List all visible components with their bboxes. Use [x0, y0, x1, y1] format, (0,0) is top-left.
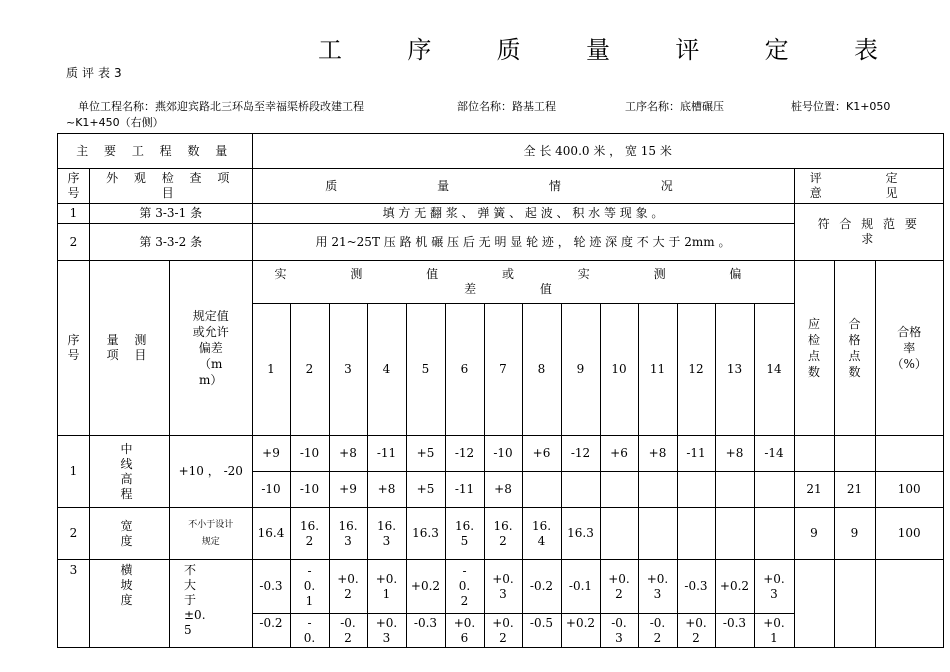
- visual-check-label: 外 观 检 查 项 目: [90, 169, 253, 204]
- measured-value: -14: [754, 436, 794, 472]
- measured-value: +0.2: [484, 614, 522, 648]
- title-char: 量: [585, 36, 610, 64]
- measured-value: 16.3: [561, 508, 600, 560]
- measured-value: [754, 472, 794, 508]
- measure-item: 横 坡 度: [90, 560, 170, 648]
- measured-value: +0.2: [561, 614, 600, 648]
- title-char: 序: [407, 36, 432, 64]
- measured-value: +0.3: [367, 614, 406, 648]
- measured-value: -10: [252, 472, 290, 508]
- measured-value: 16.5: [445, 508, 484, 560]
- title-char: 表: [853, 36, 878, 64]
- measure-row-2: [58, 508, 944, 560]
- measured-value: +0.2: [715, 560, 754, 614]
- measured-value: +8: [367, 472, 406, 508]
- col-number: 1: [252, 304, 290, 436]
- quality-table: [57, 133, 944, 648]
- visual-row: [58, 204, 944, 224]
- col-number: 8: [522, 304, 561, 436]
- measured-value: [677, 472, 715, 508]
- qualified-blank: [834, 436, 875, 472]
- measured-value: -11: [367, 436, 406, 472]
- measured-value: [600, 472, 638, 508]
- visual-item: 第 3-3-1 条: [90, 204, 253, 224]
- measured-value: +6: [600, 436, 638, 472]
- measured-value: -0.2: [252, 614, 290, 648]
- measured-value: -0.2: [638, 614, 677, 648]
- measure-item-label: 量 测 项 目: [90, 261, 170, 436]
- visual-desc: 填 方 无 翻 浆 、 弹 簧 、 起 波 、 积 水 等 现 象 。: [252, 204, 794, 224]
- measured-value: [561, 472, 600, 508]
- pass-rate: [875, 560, 943, 648]
- qualified-count: 9: [834, 508, 875, 560]
- measured-value: +9: [252, 436, 290, 472]
- measured-value: -0.3: [600, 614, 638, 648]
- measured-value: +0.2: [600, 560, 638, 614]
- qualified-points-label: 合格点数: [834, 261, 875, 436]
- visual-seq: 1: [58, 204, 90, 224]
- pass-rate-label: 合格率（%）: [875, 261, 943, 436]
- opinion-value: 符 合 规 范 要 求: [794, 204, 943, 261]
- measured-value: +5: [406, 472, 445, 508]
- seq-label: 序号: [58, 261, 90, 436]
- document-title: [318, 30, 878, 65]
- measured-value: 16.3: [367, 508, 406, 560]
- unit-project-name: 单位工程名称：燕郊迎宾路北三环岛至幸福渠桥段改建工程: [78, 100, 364, 113]
- visual-desc: 用 21~25T 压 路 机 碾 压 后 无 明 显 轮 迹 ， 轮 迹 深 度 不 大 于 2mm 。: [252, 224, 794, 261]
- station-position-cont: ~K1+450（右侧）: [66, 116, 164, 129]
- col-number: 10: [600, 304, 638, 436]
- measured-value: [638, 472, 677, 508]
- should-check-label: 应检点数: [794, 261, 834, 436]
- measured-value: -0.1: [561, 560, 600, 614]
- main-quantity-label: 主 要 工 程 数 量: [58, 134, 253, 169]
- should-check-blank: [794, 436, 834, 472]
- measure-seq: 1: [58, 436, 90, 508]
- measured-value: -10: [484, 436, 522, 472]
- measured-value: -11: [677, 436, 715, 472]
- measured-value: -12: [561, 436, 600, 472]
- tolerance-value: 不大于±0.5: [170, 560, 253, 648]
- qualified-count: 21: [834, 472, 875, 508]
- measured-value: [638, 508, 677, 560]
- measured-value: +8: [329, 436, 367, 472]
- measured-value: -12: [445, 436, 484, 472]
- opinion-label: 评 定 意 见: [794, 169, 943, 204]
- col-number: 12: [677, 304, 715, 436]
- part-name: 部位名称：路基工程: [457, 100, 556, 113]
- measure-row-1a: [58, 436, 944, 472]
- measured-value: [522, 472, 561, 508]
- measured-value: 16.2: [484, 508, 522, 560]
- measured-value: +0.2: [677, 614, 715, 648]
- measured-value: +0.3: [754, 560, 794, 614]
- measured-value: +0.1: [367, 560, 406, 614]
- measured-value: [715, 508, 754, 560]
- measured-label: 实 测 值 或 实 测 偏 差 值: [252, 261, 794, 304]
- measured-value: [715, 472, 754, 508]
- measured-value: [754, 508, 794, 560]
- col-number: 7: [484, 304, 522, 436]
- should-check-count: 21: [794, 472, 834, 508]
- pass-rate: 100: [875, 508, 943, 560]
- measured-value: +0.1: [754, 614, 794, 648]
- visual-seq: 2: [58, 224, 90, 261]
- col-number: 6: [445, 304, 484, 436]
- measured-value: +0.2: [329, 560, 367, 614]
- measure-seq: 2: [58, 508, 90, 560]
- measure-seq: 3: [58, 560, 90, 648]
- title-char: 定: [764, 36, 789, 64]
- measured-value: -10: [290, 472, 329, 508]
- quality-situation-label: 质 量 情 况: [252, 169, 794, 204]
- pass-rate: 100: [875, 472, 943, 508]
- col-number: 4: [367, 304, 406, 436]
- measured-value: -0.3: [715, 614, 754, 648]
- measure-header-row: [58, 261, 944, 304]
- measured-value: 16.3: [406, 508, 445, 560]
- form-number: 质评表3: [66, 66, 126, 80]
- col-number: 5: [406, 304, 445, 436]
- measured-value: +6: [522, 436, 561, 472]
- col-number: 11: [638, 304, 677, 436]
- measured-value: 16.4: [522, 508, 561, 560]
- title-char: 评: [675, 36, 700, 64]
- measured-value: -0.2: [522, 560, 561, 614]
- visual-header-row: [58, 169, 944, 204]
- measured-value: [677, 508, 715, 560]
- project-info: [66, 99, 891, 131]
- measured-value: -0.3: [252, 560, 290, 614]
- measured-value: +0.2: [406, 560, 445, 614]
- measure-item: 宽 度: [90, 508, 170, 560]
- measured-value: +8: [715, 436, 754, 472]
- measured-value: +0.6: [445, 614, 484, 648]
- qualified-count: [834, 560, 875, 648]
- measured-value: +0.3: [484, 560, 522, 614]
- tolerance-label: 规定值或允许偏差（mm）: [170, 261, 253, 436]
- measured-value: +5: [406, 436, 445, 472]
- measured-value: -0.: [290, 614, 329, 648]
- measured-value: -0.3: [406, 614, 445, 648]
- col-number: 3: [329, 304, 367, 436]
- measure-row-3a: [58, 560, 944, 614]
- title-char: 质: [496, 36, 521, 64]
- measured-value: 16.3: [329, 508, 367, 560]
- measured-value: -0.3: [677, 560, 715, 614]
- measured-value: +8: [484, 472, 522, 508]
- measured-value: +8: [638, 436, 677, 472]
- measured-value: -0.1: [290, 560, 329, 614]
- main-quantity-value: 全 长 400.0 米 ， 宽 15 米: [252, 134, 943, 169]
- measured-value: [600, 508, 638, 560]
- measured-value: -0.2: [445, 560, 484, 614]
- measured-value: +9: [329, 472, 367, 508]
- tolerance-value: +10 ， -20: [170, 436, 253, 508]
- measured-value: -10: [290, 436, 329, 472]
- col-number: 13: [715, 304, 754, 436]
- process-name: 工序名称：底槽碾压: [625, 100, 724, 113]
- col-number: 14: [754, 304, 794, 436]
- measured-value: -11: [445, 472, 484, 508]
- main-quantity-row: [58, 134, 944, 169]
- col-number: 2: [290, 304, 329, 436]
- measured-value: -0.5: [522, 614, 561, 648]
- should-check-count: 9: [794, 508, 834, 560]
- measured-value: 16.4: [252, 508, 290, 560]
- col-number: 9: [561, 304, 600, 436]
- tolerance-value: 不小于设计规定: [170, 508, 253, 560]
- rate-blank: [875, 436, 943, 472]
- seq-label: 序号: [58, 169, 90, 204]
- should-check-count: [794, 560, 834, 648]
- title-char: 工: [318, 36, 342, 64]
- measured-value: 16.2: [290, 508, 329, 560]
- measured-value: -0.2: [329, 614, 367, 648]
- visual-item: 第 3-3-2 条: [90, 224, 253, 261]
- measure-item: 中 线 高 程: [90, 436, 170, 508]
- measured-value: +0.3: [638, 560, 677, 614]
- station-position: 桩号位置：K1+050: [791, 100, 891, 113]
